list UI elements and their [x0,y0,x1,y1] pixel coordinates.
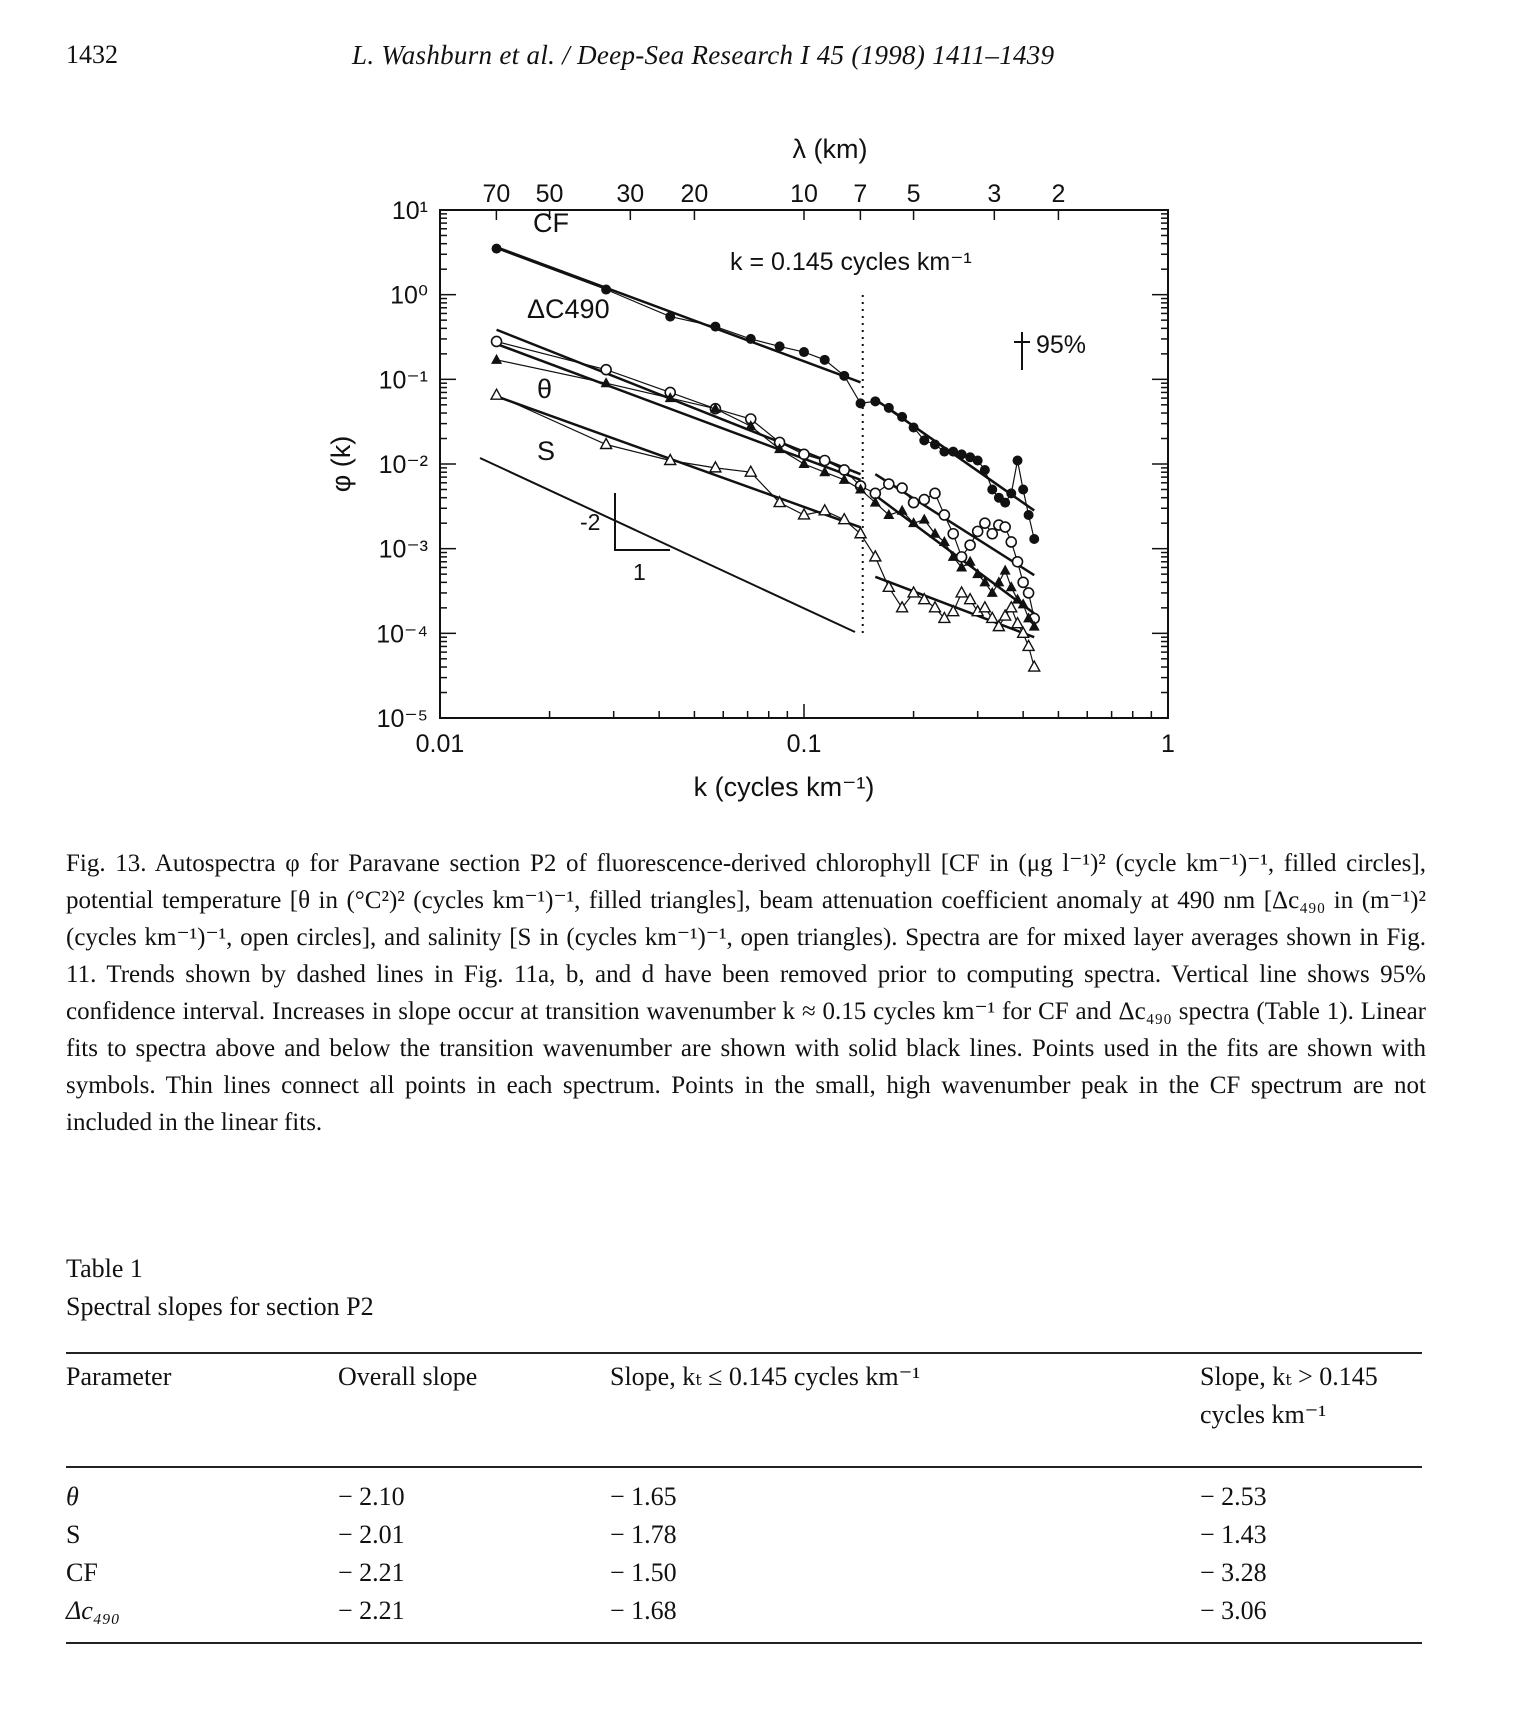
cell-parameter: S [66,1520,81,1549]
series-line [497,342,1035,619]
header-slope-high: Slope, kₜ > 0.145 cycles km⁻¹ [1200,1362,1378,1429]
data-point [930,488,940,498]
cell-overall: − 2.01 [338,1520,405,1549]
y-axis-title: φ (k) [326,435,356,493]
slopes-table [66,1358,1422,1644]
data-point [855,528,866,538]
top-tick-label: 50 [535,180,564,208]
data-point [930,439,940,449]
table-label-block [66,1250,374,1326]
data-point [929,602,940,612]
spectra-chart [0,120,1518,820]
data-point [1000,522,1010,532]
series-label: ΔC490 [527,294,610,324]
data-point [909,422,919,432]
cell-slope-low: − 1.68 [610,1596,677,1625]
cell-slope-low: − 1.65 [610,1482,677,1511]
x-tick-label: 1 [1161,730,1175,758]
y-tick-label: 10⁻³ [378,535,428,564]
table-row [66,1516,1422,1554]
data-point [897,505,908,515]
data-point [491,389,502,399]
data-point [1013,455,1023,465]
top-tick-label: 5 [906,180,921,208]
data-point [987,587,998,597]
data-point [1013,557,1023,567]
data-point [665,312,675,322]
data-point [601,365,611,375]
data-point [492,244,502,254]
top-tick-label: 7 [853,180,868,208]
series-label: S [537,436,556,466]
top-tick-label: 2 [1051,180,1066,208]
data-point [870,396,880,406]
x-tick-label: 0.01 [415,730,465,758]
data-point [973,455,983,465]
data-point [1018,577,1028,587]
data-point [1024,588,1034,598]
series-line [497,249,1035,539]
data-point [1006,581,1017,591]
confidence-label: 95% [1036,331,1087,359]
data-point [897,412,907,422]
y-tick-label: 10¹ [391,197,428,225]
data-point [1006,537,1016,547]
data-point [919,514,930,524]
data-point [939,536,950,546]
data-point [710,322,720,332]
data-point [1000,565,1011,575]
data-point [980,518,990,528]
table-header-row [66,1358,1422,1467]
cell-overall: − 2.21 [338,1596,405,1625]
header-slope-low: Slope, kₜ ≤ 0.145 cycles km⁻¹ [610,1362,921,1391]
y-tick-label: 10⁰ [390,281,428,310]
data-point [1029,534,1039,544]
table-row [66,1467,1422,1516]
table-row [66,1554,1422,1592]
top-tick-label: 10 [790,180,818,208]
y-tick-label: 10⁻⁵ [376,705,428,733]
data-point [820,355,830,365]
cell-slope-high: − 3.06 [1200,1596,1267,1625]
top-axis-title: λ (km) [792,134,868,164]
data-point [856,398,866,408]
data-point [973,526,983,536]
y-tick-label: 10⁻¹ [378,366,428,395]
cell-parameter: θ [66,1482,79,1511]
data-point [979,602,990,612]
data-point [965,540,975,550]
series-label: θ [537,374,553,404]
data-point [870,551,881,561]
data-point [839,514,850,524]
cell-slope-high: − 1.43 [1200,1520,1267,1549]
data-point [839,371,849,381]
data-point [987,612,998,622]
cell-slope-high: − 2.53 [1200,1482,1267,1511]
figure-caption: Fig. 13. Autospectra φ for Paravane section P2 of fluorescence-derived chlorophyll [CF in (μg l⁻¹)² (cycle km⁻¹)⁻¹, filled circles], potential temperature [θ in (°C²)² (cycles km⁻¹)⁻¹, filled triangles], beam attenuation coefficient anomaly at 490 nm [Δc₄₉₀ in (m⁻¹)² (cycles km⁻¹)⁻¹, open circles], and salinity [S in (cycles km⁻¹)⁻¹, open triangles). Spectra are for mixed layer averages shown in Fig. 11. Trends shown by dashed lines in Fig. 11a, b, and d have been removed prior to computing spectra. Vertical line shows 95% confidence interval. Increases in slope occur at transition wavenumber k ≈ 0.15 cycles km⁻¹ for CF and Δc₄₉₀ spectra (Table 1). Linear fits to spectra above and below the transition wavenumber are shown with solid black lines. Points used in the fits are shown with symbols. Thin lines connect all points in each spectrum. Points in the small, high wavenumber peak in the CF spectrum are not included in the linear fits. [66,850,1426,1136]
x-axis-title: k (cycles km⁻¹) [693,772,875,802]
data-point [897,483,907,493]
data-point [948,529,958,539]
data-point [956,587,967,597]
figure-13 [0,120,1518,820]
data-point [1006,488,1016,498]
table-top-rule [66,1352,1422,1354]
data-point [775,341,785,351]
cell-slope-low: − 1.78 [610,1520,677,1549]
slope-rise-label: -2 [580,509,601,535]
transition-label: k = 0.145 cycles km⁻¹ [730,248,972,276]
data-point [1024,510,1034,520]
data-point [746,334,756,344]
cell-slope-high: − 3.28 [1200,1558,1267,1587]
series-label: CF [533,208,569,238]
data-point [1018,484,1028,494]
data-point [1023,640,1034,650]
running-head: L. Washburn et al. / Deep-Sea Research I 45 (1998) 1411–1439 [352,40,1055,70]
data-point [909,498,919,508]
data-point [987,484,997,494]
data-point [601,438,612,448]
data-point [987,529,997,539]
data-point [819,505,830,515]
data-point [980,465,990,475]
page-number: 1432 [66,40,118,69]
header-overall-slope: Overall slope [338,1362,478,1391]
table-number: Table 1 [66,1254,143,1283]
data-point [884,479,894,489]
data-point [1029,661,1040,671]
y-tick-label: 10⁻² [378,451,428,479]
data-point [939,447,949,457]
page-header [0,40,1518,80]
cell-overall: − 2.10 [338,1482,405,1511]
x-tick-label: 0.1 [786,730,822,758]
top-tick-label: 20 [680,180,709,208]
data-point [957,449,967,459]
table-title: Spectral slopes for section P2 [66,1292,374,1321]
data-point [993,576,1004,586]
cell-parameter: CF [66,1558,98,1587]
top-tick-label: 70 [482,180,511,208]
data-point [939,510,949,520]
top-tick-label: 30 [616,180,645,208]
data-point [491,354,502,364]
y-tick-label: 10⁻⁴ [376,620,428,649]
data-point [799,449,809,459]
data-point [919,495,929,505]
data-point [799,347,809,357]
data-point [1012,618,1023,628]
data-point [839,465,849,475]
cell-parameter: Δc₄₉₀ [66,1596,120,1625]
cell-overall: − 2.21 [338,1558,405,1587]
table-row [66,1592,1422,1643]
header-parameter: Parameter [66,1362,172,1391]
data-point [820,455,830,465]
reference-slope-line [480,458,855,632]
data-point [492,336,502,346]
slope-run-label: 1 [633,559,646,585]
top-tick-label: 3 [987,180,1002,208]
data-point [919,435,929,445]
data-point [1000,498,1010,508]
data-point [884,403,894,413]
cell-slope-low: − 1.50 [610,1558,677,1587]
